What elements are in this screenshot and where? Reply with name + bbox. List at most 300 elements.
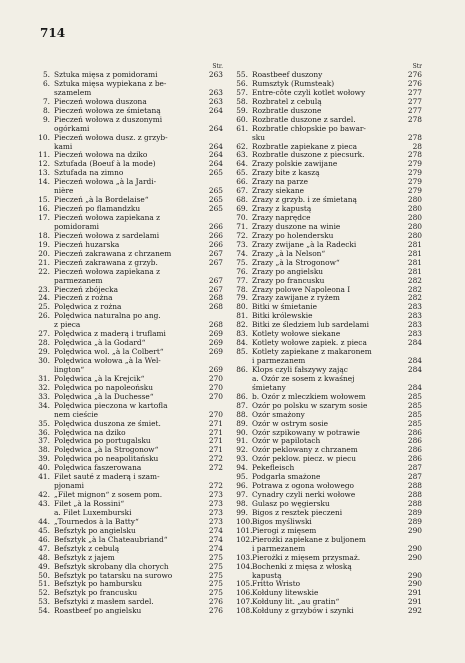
entry-number: 21. (38, 257, 50, 267)
index-entry (236, 536, 422, 545)
entry-number: 15. (38, 195, 50, 205)
index-entry (38, 393, 223, 402)
entry-title: Pieczeń z rożna (54, 294, 113, 303)
entry-number: 63. (236, 150, 248, 160)
index-entry (236, 268, 422, 277)
index-entry (38, 169, 223, 178)
entry-title: Ozór peklowany z chrzanem (252, 446, 358, 455)
entry-page: 278 (407, 150, 422, 160)
entry-number: 86. (236, 364, 248, 374)
entry-page: 28 (412, 141, 422, 151)
index-entry (38, 536, 223, 545)
entry-title: Rozbratel z cebulą (252, 97, 322, 106)
index-entry (236, 572, 422, 581)
index-entry (236, 232, 422, 241)
entry-page: 274 (208, 534, 223, 544)
entry-number: 10. (38, 132, 50, 142)
entry-title: Polędwica wołowa „à la Wel- (54, 357, 161, 365)
index-entry (236, 384, 422, 393)
entry-page: 285 (407, 400, 422, 410)
entry-title: sku (252, 133, 266, 142)
entry-title: Pieczeń wołowa zapiekana z (54, 214, 160, 222)
entry-page: 273 (208, 516, 223, 526)
entry-title: Pieczeń huzarska (54, 240, 120, 249)
entry-page: 274 (208, 543, 223, 553)
entry-page: 276 (407, 70, 422, 79)
entry-number: 37. (38, 436, 50, 446)
entry-page: 285 (407, 409, 422, 419)
index-entry (38, 420, 223, 429)
entry-title: ogórkami (54, 124, 90, 133)
entry-title: Bitki królewskie (252, 312, 313, 321)
index-entry (38, 589, 223, 598)
index-entry (38, 277, 223, 286)
entry-title: Rozbratle zapiekane z pieca (252, 142, 358, 151)
entry-page: 280 (407, 230, 422, 240)
entry-number: 27. (38, 329, 50, 339)
entry-page: 283 (407, 329, 422, 339)
index-entry (38, 384, 223, 393)
entry-number: 17. (38, 213, 50, 222)
index-entry (236, 125, 422, 134)
entry-number: 90. (236, 427, 248, 437)
entry-page: 290 (407, 552, 422, 562)
entry-number: 36. (38, 427, 50, 437)
entry-title: Befsztyk „à la Chateaubriand“ (54, 535, 168, 544)
index-entry (38, 491, 223, 500)
entry-number: 71. (236, 221, 248, 231)
entry-number: 23. (38, 284, 50, 294)
index-entry (236, 169, 422, 178)
entry-title: Rumsztyk (Rumsteak) (252, 79, 335, 88)
entry-number: 81. (236, 311, 248, 321)
entry-number: 42. (38, 490, 50, 500)
index-entry (38, 375, 223, 384)
entry-number: 77. (236, 275, 248, 285)
index-entry (236, 455, 422, 464)
entry-title: lington“ (54, 365, 85, 374)
entry-number: 89. (236, 418, 248, 428)
entry-page: 292 (407, 606, 422, 616)
entry-page: 264 (208, 141, 223, 151)
entry-page: 285 (407, 418, 422, 428)
entry-page: 282 (407, 275, 422, 285)
entry-page: 279 (407, 159, 422, 169)
entry-number: 59. (236, 105, 248, 115)
entry-page: 282 (407, 293, 422, 303)
entry-title: Polędwica po neapolitańsku (54, 455, 159, 464)
entry-title: Filet „à la Rossini“ (54, 500, 125, 508)
entry-page: 271 (208, 427, 223, 437)
entry-page: 281 (407, 248, 422, 258)
entry-page: 275 (208, 552, 223, 562)
entry-page: 276 (407, 78, 422, 88)
index-entry (236, 554, 422, 563)
entry-page: 283 (407, 302, 422, 312)
entry-title: Polędwica „à la Strogonow“ (54, 446, 159, 455)
index-entry (38, 437, 223, 446)
entry-title: Bigos z resztek pieczeni (252, 508, 343, 517)
entry-title: Zrazy na parze (252, 178, 308, 187)
entry-page: 269 (208, 364, 223, 374)
entry-number: 106. (236, 588, 253, 598)
entry-page: 281 (407, 266, 422, 276)
index-entry (236, 223, 422, 232)
index-entry (236, 134, 422, 143)
entry-number: 33. (38, 391, 50, 401)
entry-number: 14. (38, 177, 50, 187)
entry-number: 31. (38, 373, 50, 383)
index-entry (236, 393, 422, 402)
entry-number: 92. (236, 445, 248, 455)
index-entry (38, 563, 223, 572)
entry-page: 287 (407, 472, 422, 482)
entry-list (236, 71, 422, 616)
index-entry (236, 151, 422, 160)
entry-title: „Filet mignon“ z sosem pom. (54, 491, 163, 500)
entry-title: Befsztyk z jajem (54, 553, 115, 562)
entry-page: 284 (407, 382, 422, 392)
index-entry (236, 429, 422, 438)
entry-title: Ozór w papilotach (252, 437, 321, 446)
entry-title: Bitki w śmietanie (252, 303, 318, 312)
entry-page: 266 (208, 239, 223, 249)
entry-number: 66. (236, 177, 248, 187)
entry-page: 263 (208, 96, 223, 106)
entry-title: Polędwica naturalna po ang. (54, 312, 161, 321)
entry-number: 69. (236, 204, 248, 214)
entry-page: 265 (208, 186, 223, 196)
entry-number: 99. (236, 507, 248, 517)
index-entry (38, 259, 223, 268)
entry-page: 284 (407, 338, 422, 348)
entry-number: 49. (38, 561, 50, 571)
index-entry (38, 527, 223, 536)
entry-page: 271 (208, 445, 223, 455)
entry-number: 85. (236, 347, 248, 357)
entry-title: a. Filet Luxemburski (54, 508, 132, 517)
entry-page: 275 (208, 570, 223, 580)
entry-number: 102. (236, 534, 253, 544)
entry-number: 38. (38, 445, 50, 455)
entry-number: 58. (236, 96, 248, 106)
entry-page: 269 (208, 329, 223, 339)
entry-title: Zrazy „à la Nelson“ (252, 249, 326, 258)
entry-title: Pieczeń po flamandzku (54, 205, 141, 214)
index-entry (236, 178, 422, 187)
entry-page: 275 (208, 561, 223, 571)
index-entry (38, 160, 223, 169)
index-entry (236, 464, 422, 473)
entry-number: 25. (38, 302, 50, 312)
index-entry (38, 214, 223, 223)
index-entry (236, 187, 422, 196)
index-entry (236, 321, 422, 330)
index-entry (236, 437, 422, 446)
entry-page: 271 (208, 436, 223, 446)
entry-title: Polędwica faszerowana (54, 464, 142, 473)
entry-title: Rozbratle duszone z piecsurk. (252, 151, 365, 160)
entry-number: 64. (236, 159, 248, 169)
entry-title: Roastbeef po angielsku (54, 607, 142, 616)
index-entry (236, 303, 422, 312)
entry-title: Pierożki z mięsem przysmaż. (252, 553, 361, 562)
index-entry (236, 116, 422, 125)
entry-number: 73. (236, 239, 248, 249)
entry-number: 93. (236, 454, 248, 464)
entry-number: 100. (236, 516, 253, 526)
entry-number: 11. (38, 150, 50, 160)
entry-page: 277 (407, 87, 422, 97)
entry-page: 280 (407, 213, 422, 222)
index-entry (236, 259, 422, 268)
entry-page: 288 (407, 499, 422, 508)
entry-page: 284 (407, 364, 422, 374)
entry-title: Pekefleisch (252, 464, 295, 473)
entry-number: 8. (42, 105, 50, 115)
entry-number: 60. (236, 114, 248, 124)
index-entry (38, 554, 223, 563)
entry-title: pjonami (54, 482, 85, 491)
entry-title: Bochenki z mięsa z włoską (252, 562, 352, 571)
entry-title: i parmezanem (252, 357, 306, 365)
entry-page: 265 (208, 168, 223, 178)
entry-title: Ozór smażony (252, 410, 305, 419)
entry-number: 57. (236, 87, 248, 97)
entry-title: Cynadry czyli nerki wołowe (252, 491, 356, 500)
entry-number: 34. (38, 400, 50, 410)
index-entry (236, 420, 422, 429)
entry-title: Pieczeń zakrawana z grzyb. (54, 258, 158, 267)
entry-title: Podgarla smażone (252, 473, 321, 482)
index-entry (38, 250, 223, 259)
index-column-left (38, 62, 223, 616)
entry-page: 280 (407, 204, 422, 214)
entry-title: „Tournedos à la Batty“ (54, 517, 139, 526)
entry-page: 280 (407, 195, 422, 205)
index-entry (236, 98, 422, 107)
entry-number: 55. (236, 70, 248, 79)
entry-page: 279 (407, 177, 422, 187)
entry-number: 5. (42, 70, 50, 79)
index-entry (236, 339, 422, 348)
index-entry (38, 116, 223, 125)
entry-page: 269 (208, 347, 223, 357)
entry-number: 96. (236, 481, 248, 491)
index-entry (236, 107, 422, 116)
entry-title: kapustą (252, 571, 282, 580)
entry-number: 56. (236, 78, 248, 88)
entry-title: Zrazy bite z kaszą (252, 169, 320, 178)
entry-number: 6. (42, 78, 50, 88)
index-entry (38, 580, 223, 589)
index-entry (236, 366, 422, 375)
entry-number: 45. (38, 525, 50, 535)
entry-title: Befsztyki z masłem sardel. (54, 598, 154, 607)
entry-title: Entre-côte czyli kotlet wołowy (252, 88, 366, 97)
index-entry (236, 71, 422, 80)
entry-page: 274 (208, 525, 223, 535)
entry-title: Sztufada (Boeuf à la mode) (54, 160, 156, 169)
index-entry (236, 241, 422, 250)
index-entry (236, 607, 422, 616)
page-column-header: Str. (212, 63, 223, 70)
entry-page: 267 (208, 248, 223, 258)
entry-page: 267 (208, 284, 223, 294)
entry-title: Befsztyk po hambursku (54, 580, 142, 589)
index-entry (236, 277, 422, 286)
index-entry (236, 473, 422, 482)
entry-page: 290 (407, 525, 422, 535)
entry-page: 289 (407, 516, 422, 526)
entry-number: 47. (38, 543, 50, 553)
entry-title: Polędwica z maderą i truflami (54, 330, 166, 339)
entry-number: 48. (38, 552, 50, 562)
entry-number: 94. (236, 463, 248, 473)
index-entry (38, 232, 223, 241)
entry-number: 44. (38, 516, 50, 526)
entry-number: 67. (236, 186, 248, 196)
entry-number: 24. (38, 293, 50, 303)
entry-page: 264 (208, 123, 223, 133)
entry-title: Sztufada na zimno (54, 169, 124, 178)
entry-number: 103. (236, 552, 253, 562)
entry-number: 82. (236, 320, 248, 330)
index-entry (236, 357, 422, 366)
entry-title: Roastbeef duszony (252, 71, 323, 79)
entry-title: pomidorami (54, 222, 100, 231)
entry-title: Zrazy „à la Strogonow“ (252, 258, 340, 267)
entry-page: 270 (208, 409, 223, 419)
entry-page: 290 (407, 543, 422, 553)
entry-page: 272 (208, 481, 223, 491)
entry-page: 270 (208, 373, 223, 383)
entry-number: 40. (38, 463, 50, 473)
index-entry (236, 589, 422, 598)
entry-number: 97. (236, 490, 248, 500)
entry-page: 268 (208, 320, 223, 330)
entry-page: 268 (208, 302, 223, 312)
entry-number: 76. (236, 266, 248, 276)
entry-page: 279 (407, 186, 422, 196)
entry-title: Ozór peklow. piecz. w piecu (252, 455, 357, 464)
index-entry (236, 160, 422, 169)
index-entry (38, 446, 223, 455)
index-column-right (236, 62, 422, 616)
entry-title: Kołduny litewskie (252, 589, 319, 598)
entry-page: 280 (407, 221, 422, 231)
entry-title: Bigos myśliwski (252, 517, 312, 526)
index-entry (38, 286, 223, 295)
index-entry (38, 518, 223, 527)
index-entry (38, 241, 223, 250)
entry-page: 264 (208, 150, 223, 160)
entry-page: 282 (407, 284, 422, 294)
entry-title: Befsztyk z cebulą (54, 544, 120, 553)
index-entry (236, 286, 422, 295)
entry-page: 267 (208, 257, 223, 267)
entry-page: 267 (208, 275, 223, 285)
entry-number: 7. (42, 96, 50, 106)
index-entry (236, 294, 422, 303)
entry-page: 264 (208, 159, 223, 169)
entry-title: Pieczeń wołowa z sardelami (54, 231, 160, 240)
entry-page: 273 (208, 507, 223, 517)
index-entry (236, 196, 422, 205)
entry-title: Kołduny lit. „au gratin“ (252, 598, 340, 607)
entry-title: Polędwica na dziko (54, 428, 126, 437)
entry-title: b. Ozór z mleczkiem wołowem (252, 392, 366, 401)
entry-number: 104. (236, 561, 253, 571)
entry-number: 91. (236, 436, 248, 446)
index-entry (236, 500, 422, 509)
entry-title: Ozór po polsku w szarym sosie (252, 401, 368, 410)
index-entry (236, 402, 422, 411)
entry-title: Zrazy naprędce (252, 214, 311, 222)
entry-title: Sztuka mięsa z pomidorami (54, 71, 158, 79)
index-entry (236, 545, 422, 554)
index-entry (236, 143, 422, 152)
entry-title: Zrazy polskie zawijane (252, 160, 338, 169)
entry-title: Pieczeń zbójecka (54, 285, 118, 294)
entry-number: 43. (38, 499, 50, 508)
index-entry (38, 357, 223, 366)
entry-page: 266 (208, 221, 223, 231)
index-entry (38, 303, 223, 312)
entry-number: 65. (236, 168, 248, 178)
entry-number: 84. (236, 338, 248, 348)
entry-title: Sztuka mięsa wypiekana z be- (54, 79, 167, 88)
index-entry (38, 509, 223, 518)
entry-title: a. Ozór ze sosem z kwaśnej (252, 374, 355, 383)
entry-number: 108. (236, 606, 253, 616)
entry-page: 291 (407, 588, 422, 598)
index-entry (38, 607, 223, 616)
entry-page: 288 (407, 481, 422, 491)
index-entry (38, 196, 223, 205)
entry-title: Pieczeń wołowa dusz. z grzyb- (54, 133, 168, 142)
entry-number (236, 375, 250, 384)
entry-title: Rozbratle duszone (252, 106, 322, 115)
entry-title: Kotlety wołowe zapiek. z pieca (252, 339, 367, 348)
entry-page: 273 (208, 499, 223, 508)
entry-title: Zrazy zwijane „à la Radecki (252, 240, 357, 249)
index-entry (38, 312, 223, 321)
entry-title: Ozór w ostrym sosie (252, 419, 329, 428)
entry-number: 86. (236, 391, 248, 401)
entry-page: 287 (407, 463, 422, 473)
index-entry (236, 598, 422, 607)
index-entry (38, 125, 223, 134)
entry-title: śmietany (252, 383, 286, 392)
index-entry (38, 98, 223, 107)
entry-page: 283 (407, 320, 422, 330)
entry-title: kami (54, 142, 73, 151)
index-entry (38, 464, 223, 473)
entry-number: 70. (236, 213, 248, 222)
index-entry (38, 107, 223, 116)
page-number: 714 (40, 26, 66, 40)
index-entry (38, 205, 223, 214)
entry-title: z pieca (54, 321, 81, 330)
entry-title: Filet sauté z maderą i szam- (54, 473, 160, 482)
entry-page: 266 (208, 230, 223, 240)
entry-page: 265 (208, 195, 223, 205)
entry-page: 264 (208, 105, 223, 115)
entry-title: Zrazy polowe Napoleona I (252, 285, 351, 294)
entry-title: Gulasz po węgiersku (252, 500, 330, 508)
entry-number: 39. (38, 454, 50, 464)
